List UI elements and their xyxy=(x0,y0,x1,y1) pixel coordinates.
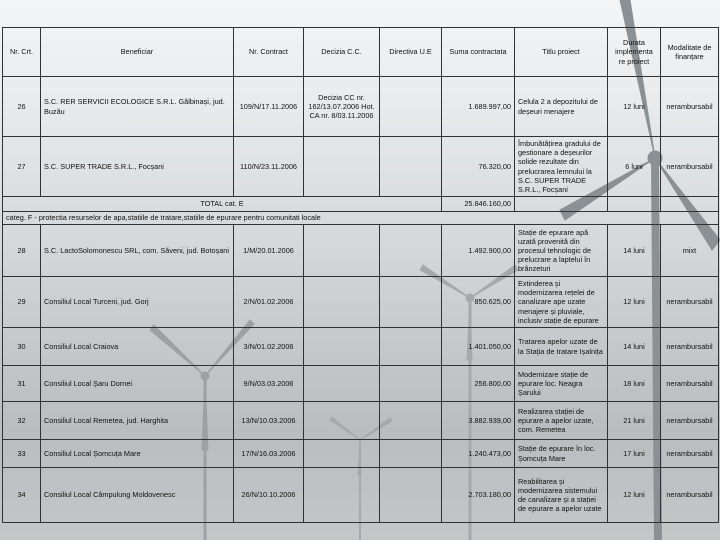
cell-modalitate: nerambursabil xyxy=(661,366,719,402)
cell-suma: 256.800,00 xyxy=(442,366,515,402)
cell-suma: 850.625,00 xyxy=(442,277,515,328)
cell-titlu: Celula 2 a depozitului de deșeuri menajere xyxy=(515,77,608,137)
cell-beneficiar: Consiliul Local Remetea, jud. Harghita xyxy=(41,402,234,440)
table-row xyxy=(3,137,719,197)
header-decizia: Decizia C.C. xyxy=(304,28,380,77)
cell-titlu: Modernizare stație de epurare loc. Neagra Șarului xyxy=(515,366,608,402)
table-row xyxy=(3,402,719,440)
cell-modalitate: nerambursabil xyxy=(661,277,719,328)
cell-durata: 12 luni xyxy=(608,468,661,523)
cell-contract: 26/N/10.10.2006 xyxy=(234,468,304,523)
header-beneficiar: Beneficiar xyxy=(41,28,234,77)
cell-titlu: Extinderea și modernizarea rețelei de canalizare ape uzate menajere și pluviale, inclusiv stație de epurare xyxy=(515,277,608,328)
cell-beneficiar: Consiliul Local Turceni, jud. Gorj xyxy=(41,277,234,328)
cell-suma: 1.240.473,00 xyxy=(442,440,515,468)
header-directiva: Directiva U.E xyxy=(380,28,442,77)
total-row xyxy=(3,197,719,212)
cell-beneficiar: S.C. RER SERVICII ECOLOGICE S.R.L. Gălbinași, jud. Buzău xyxy=(41,77,234,137)
total-label: TOTAL cat. E xyxy=(3,197,442,212)
cell-titlu: Realizarea stației de epurare a apelor uzate, com. Remetea xyxy=(515,402,608,440)
cell-nr: 26 xyxy=(3,77,41,137)
cell-directiva xyxy=(380,137,442,197)
table-header xyxy=(3,28,719,77)
header-suma: Suma contractata xyxy=(442,28,515,77)
cell-nr: 30 xyxy=(3,328,41,366)
cell-nr: 27 xyxy=(3,137,41,197)
cell-durata: 18 luni xyxy=(608,366,661,402)
cell-modalitate: nerambursabil xyxy=(661,440,719,468)
cell-beneficiar: S.C. LactoSolomonescu SRL, com. Săveni, jud. Botoșani xyxy=(41,225,234,277)
cell-suma: 1.492.900,00 xyxy=(442,225,515,277)
header-modalitate: Modalitate de finanțare xyxy=(661,28,719,77)
projects-table xyxy=(2,27,719,523)
cell-suma: 1.401.050,00 xyxy=(442,328,515,366)
header-nr: Nr. Crt. xyxy=(3,28,41,77)
cell-contract: 9/N/03.03.2006 xyxy=(234,366,304,402)
cell-titlu: Reabilitarea și modernizarea sistemului de canalizare și a stației de epurare a apelor uzate xyxy=(515,468,608,523)
section-f-title: categ. F - protectia resurselor de apa,statiile de tratare,statiile de epurare pentru comunitati locale xyxy=(3,212,719,225)
cell-contract: 3/N/01.02.2006 xyxy=(234,328,304,366)
table-row xyxy=(3,77,719,137)
cell-suma: 3.882.939,00 xyxy=(442,402,515,440)
cell-contract: 2/N/01.02.2006 xyxy=(234,277,304,328)
cell-durata: 14 luni xyxy=(608,225,661,277)
cell-titlu: Stație de epurare în loc. Șomcuța Mare xyxy=(515,440,608,468)
cell-modalitate: nerambursabil xyxy=(661,77,719,137)
header-nr-contract: Nr. Contract xyxy=(234,28,304,77)
cell-modalitate: mixt xyxy=(661,225,719,277)
cell-contract: 17/N/16.03.2006 xyxy=(234,440,304,468)
cell-nr: 32 xyxy=(3,402,41,440)
cell-modalitate: nerambursabil xyxy=(661,137,719,197)
cell-nr: 28 xyxy=(3,225,41,277)
cell-modalitate: nerambursabil xyxy=(661,402,719,440)
cell-nr: 29 xyxy=(3,277,41,328)
cell-titlu: Stație de epurare apă uzată provenită din procesul tehnologic de prelucrare a laptelui în brânzeturi xyxy=(515,225,608,277)
cell-directiva xyxy=(380,77,442,137)
cell-nr: 31 xyxy=(3,366,41,402)
cell-beneficiar: S.C. SUPER TRADE S.R.L., Focșani xyxy=(41,137,234,197)
cell-suma: 1.689.997,00 xyxy=(442,77,515,137)
cell-nr: 34 xyxy=(3,468,41,523)
cell-decizia: Decizia CC nr. 162/13.07.2006 Hot. CA nr. 8/03.11.2006 xyxy=(304,77,380,137)
cell-durata: 6 luni xyxy=(608,137,661,197)
cell-durata: 17 luni xyxy=(608,440,661,468)
table-row xyxy=(3,468,719,523)
cell-durata: 12 luni xyxy=(608,77,661,137)
header-durata: Durata implementa re proiect xyxy=(608,28,661,77)
cell-contract: 109/N/17.11.2006 xyxy=(234,77,304,137)
cell-contract: 13/N/10.03.2006 xyxy=(234,402,304,440)
cell-nr: 33 xyxy=(3,440,41,468)
cell-durata: 21 luni xyxy=(608,402,661,440)
table-row xyxy=(3,366,719,402)
cell-beneficiar: Consiliul Local Șaru Dornei xyxy=(41,366,234,402)
cell-contract: 110/N/23.11.2006 xyxy=(234,137,304,197)
cell-durata: 12 luni xyxy=(608,277,661,328)
cell-titlu: Îmbunătățirea gradului de gestionare a deșeurilor solide rezultate din prelucrarea lemnului la S.C. SUPER TRADE S.R.L., Focșani xyxy=(515,137,608,197)
cell-titlu: Tratarea apelor uzate de la Stația de tratare Ișalnița xyxy=(515,328,608,366)
table-row xyxy=(3,328,719,366)
total-value: 25.846.160,00 xyxy=(442,197,515,212)
cell-beneficiar: Consiliul Local Craiova xyxy=(41,328,234,366)
cell-decizia xyxy=(304,137,380,197)
header-titlu: Titlu proiect xyxy=(515,28,608,77)
cell-durata: 14 luni xyxy=(608,328,661,366)
cell-contract: 1/M/20.01.2006 xyxy=(234,225,304,277)
cell-modalitate: nerambursabil xyxy=(661,468,719,523)
cell-modalitate: nerambursabil xyxy=(661,328,719,366)
table-row xyxy=(3,225,719,277)
section-row xyxy=(3,212,719,225)
cell-beneficiar: Consiliul Local Câmpulung Moldovenesc xyxy=(41,468,234,523)
cell-suma: 2.703.180,00 xyxy=(442,468,515,523)
cell-suma: 76.320,00 xyxy=(442,137,515,197)
table-row xyxy=(3,277,719,328)
table-row xyxy=(3,440,719,468)
cell-beneficiar: Consiliul Local Șomcuța Mare xyxy=(41,440,234,468)
